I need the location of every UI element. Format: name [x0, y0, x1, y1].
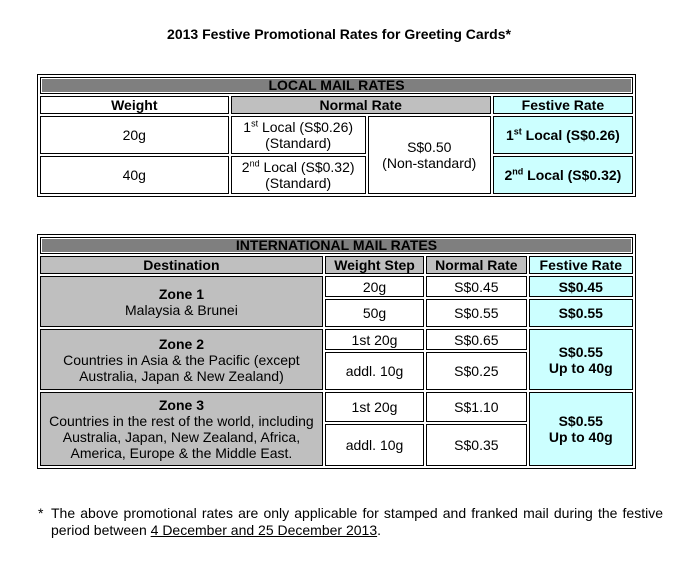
zone-2-weight-2: addl. 10g [325, 352, 424, 390]
normal-rate-type: (Standard) [265, 135, 332, 151]
local-banner [40, 77, 633, 94]
local-festive-40g [493, 156, 633, 194]
local-normal-20g [231, 116, 366, 154]
zone-1-festive-2: S$0.55 [529, 299, 633, 327]
festive-limit: Up to 40g [548, 359, 613, 376]
local-festive-20g [493, 116, 633, 154]
footnote-end: . [377, 522, 381, 538]
intl-banner-label: INTERNATIONAL MAIL RATES [41, 238, 632, 253]
header-weight: Weight [40, 96, 229, 114]
festive-limit: Up to 40g [548, 429, 613, 445]
ordinal-number: 1 [243, 119, 252, 135]
zone-1-destination [40, 276, 323, 327]
zone-1-normal-2: S$0.55 [426, 299, 526, 327]
local-normal-40g [231, 156, 366, 194]
zone-description: Malaysia & Brunei [125, 301, 238, 318]
footnote-text-main: The above promotional rates are only applicable for stamped and franked mail during the festive period between [51, 505, 663, 538]
festive-price: S$0.55 [558, 413, 603, 429]
international-rates-table [37, 234, 636, 469]
zone-name: Zone 2 [158, 335, 204, 352]
zone-1-weight-2: 50g [325, 299, 424, 327]
nonstandard-price: S$0.50 [407, 139, 452, 155]
normal-rate-type: (Standard) [265, 175, 332, 191]
footnote-period: 4 December and 25 December 2013 [150, 522, 378, 538]
zone-3-destination [40, 392, 323, 466]
header-weight-step: Weight Step [325, 256, 424, 274]
zone-1-weight-1: 20g [325, 276, 424, 297]
header-festive-rate: Festive Rate [493, 96, 633, 114]
festive-price: S$0.55 [558, 343, 603, 360]
zone-3-weight-1: 1st 20g [325, 392, 424, 422]
zone-2-weight-1: 1st 20g [325, 329, 424, 350]
zone-2-festive [529, 329, 633, 390]
ordinal-suffix: nd [249, 158, 260, 169]
normal-rate-text: Local (S$0.32) [259, 159, 355, 175]
intl-banner [40, 237, 633, 254]
header-destination: Destination [40, 256, 323, 274]
local-banner-label: LOCAL MAIL RATES [41, 78, 632, 93]
local-nonstandard-rate [368, 116, 491, 194]
festive-rate-text: Local (S$0.32) [523, 167, 622, 183]
local-weight-20g: 20g [40, 116, 229, 154]
ordinal-number: 2 [504, 167, 513, 183]
zone-3-normal-2: S$0.35 [426, 424, 526, 466]
zone-3-weight-2: addl. 10g [325, 424, 424, 466]
zone-2-normal-1: S$0.65 [426, 329, 526, 350]
nonstandard-label: (Non-standard) [382, 155, 477, 171]
festive-rate-text: Local (S$0.26) [521, 127, 620, 143]
header-normal-rate: Normal Rate [426, 256, 526, 274]
zone-name: Zone 3 [158, 397, 204, 413]
normal-rate-text: Local (S$0.26) [258, 119, 354, 135]
zone-1-festive-1: S$0.45 [529, 276, 633, 297]
local-rates-table [37, 74, 636, 197]
ordinal-number: 2 [241, 159, 250, 175]
page-title: 2013 Festive Promotional Rates for Greeting Cards* [167, 26, 511, 42]
ordinal-suffix: st [251, 118, 259, 129]
zone-2-normal-2: S$0.25 [426, 352, 526, 390]
header-festive-rate: Festive Rate [529, 256, 633, 274]
ordinal-suffix: nd [512, 166, 524, 177]
zone-description: Countries in the rest of the world, including Australia, Japan, New Zealand, Africa, America, Europe & the Middle East. [49, 413, 314, 461]
zone-description: Countries in Asia & the Pacific (except Australia, Japan & New Zealand) [63, 351, 300, 384]
header-normal-rate: Normal Rate [231, 96, 491, 114]
zone-3-festive [529, 392, 633, 466]
ordinal-suffix: st [513, 126, 522, 137]
footnote-text [51, 505, 663, 539]
zone-1-normal-1: S$0.45 [426, 276, 526, 297]
zone-name: Zone 1 [158, 285, 204, 302]
local-weight-40g: 40g [40, 156, 229, 194]
footnote [38, 505, 663, 539]
ordinal-number: 1 [505, 127, 514, 143]
zone-2-destination [40, 329, 323, 390]
zone-3-normal-1: S$1.10 [426, 392, 526, 422]
footnote-asterisk: * [38, 505, 44, 521]
